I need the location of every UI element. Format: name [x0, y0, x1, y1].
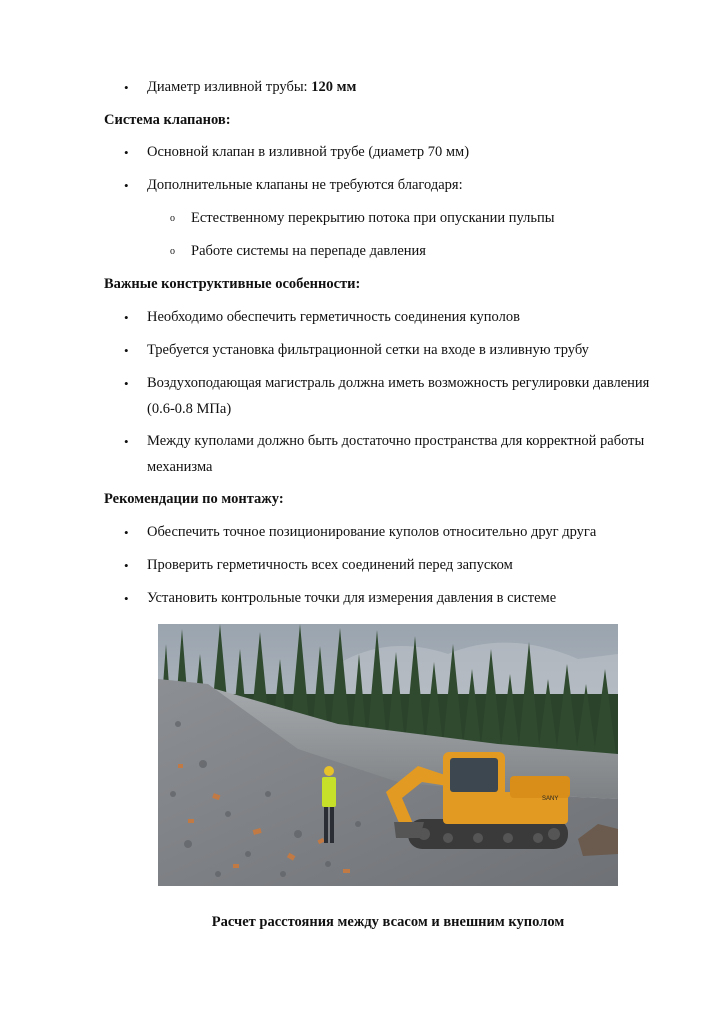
list-item: Требуется установка фильтрационной сетки на входе в изливную трубу: [147, 342, 589, 358]
list-item: [147, 370, 649, 422]
features-heading: Важные конструктивные особенности:: [104, 276, 361, 292]
list-item: Обеспечить точное позиционирование куполов относительно друг друга: [147, 524, 597, 540]
list-item: Основной клапан в изливной трубе (диаметр 70 мм): [147, 144, 470, 160]
pipe-diameter-line: [147, 74, 356, 100]
list-item-line: Между куполами должно быть достаточно пространства для корректной работы: [147, 433, 645, 449]
valves-heading: Система клапанов:: [104, 112, 231, 128]
bullet-icon: •: [124, 178, 129, 193]
list-item-line: механизма: [147, 459, 213, 475]
pipe-diameter-label: Диаметр изливной трубы:: [147, 79, 308, 95]
bullet-icon: •: [124, 80, 129, 95]
list-item: [147, 428, 644, 480]
circle-bullet-icon: o: [170, 246, 175, 257]
pipe-diameter-value: 120 мм: [311, 79, 357, 95]
sub-list-item: Естественному перекрытию потока при опускании пульпы: [191, 210, 555, 226]
list-item-line: Воздухоподающая магистраль должна иметь возможность регулировки давления: [147, 375, 650, 391]
list-item: Установить контрольные точки для измерения давления в системе: [147, 590, 557, 606]
quarry-excavator-photo: [158, 624, 618, 886]
circle-bullet-icon: o: [170, 213, 175, 224]
list-item-line: (0.6-0.8 МПа): [147, 401, 232, 417]
bullet-icon: •: [124, 558, 129, 573]
excavator-brand: SANY: [542, 796, 559, 802]
list-item: Необходимо обеспечить герметичность соединения куполов: [147, 309, 520, 325]
list-item: Проверить герметичность всех соединений перед запуском: [147, 557, 513, 573]
bullet-icon: •: [124, 591, 129, 606]
bullet-icon: •: [124, 525, 129, 540]
figure-caption: Расчет расстояния между всасом и внешним куполом: [211, 914, 565, 930]
mounting-heading: Рекомендации по монтажу:: [104, 491, 284, 507]
bullet-icon: •: [124, 376, 129, 391]
bullet-icon: •: [124, 343, 129, 358]
bullet-icon: •: [124, 310, 129, 325]
list-item: Дополнительные клапаны не требуются благодаря:: [147, 177, 463, 193]
sub-list-item: Работе системы на перепаде давления: [191, 243, 426, 259]
bullet-icon: •: [124, 145, 129, 160]
bullet-icon: •: [124, 434, 129, 449]
